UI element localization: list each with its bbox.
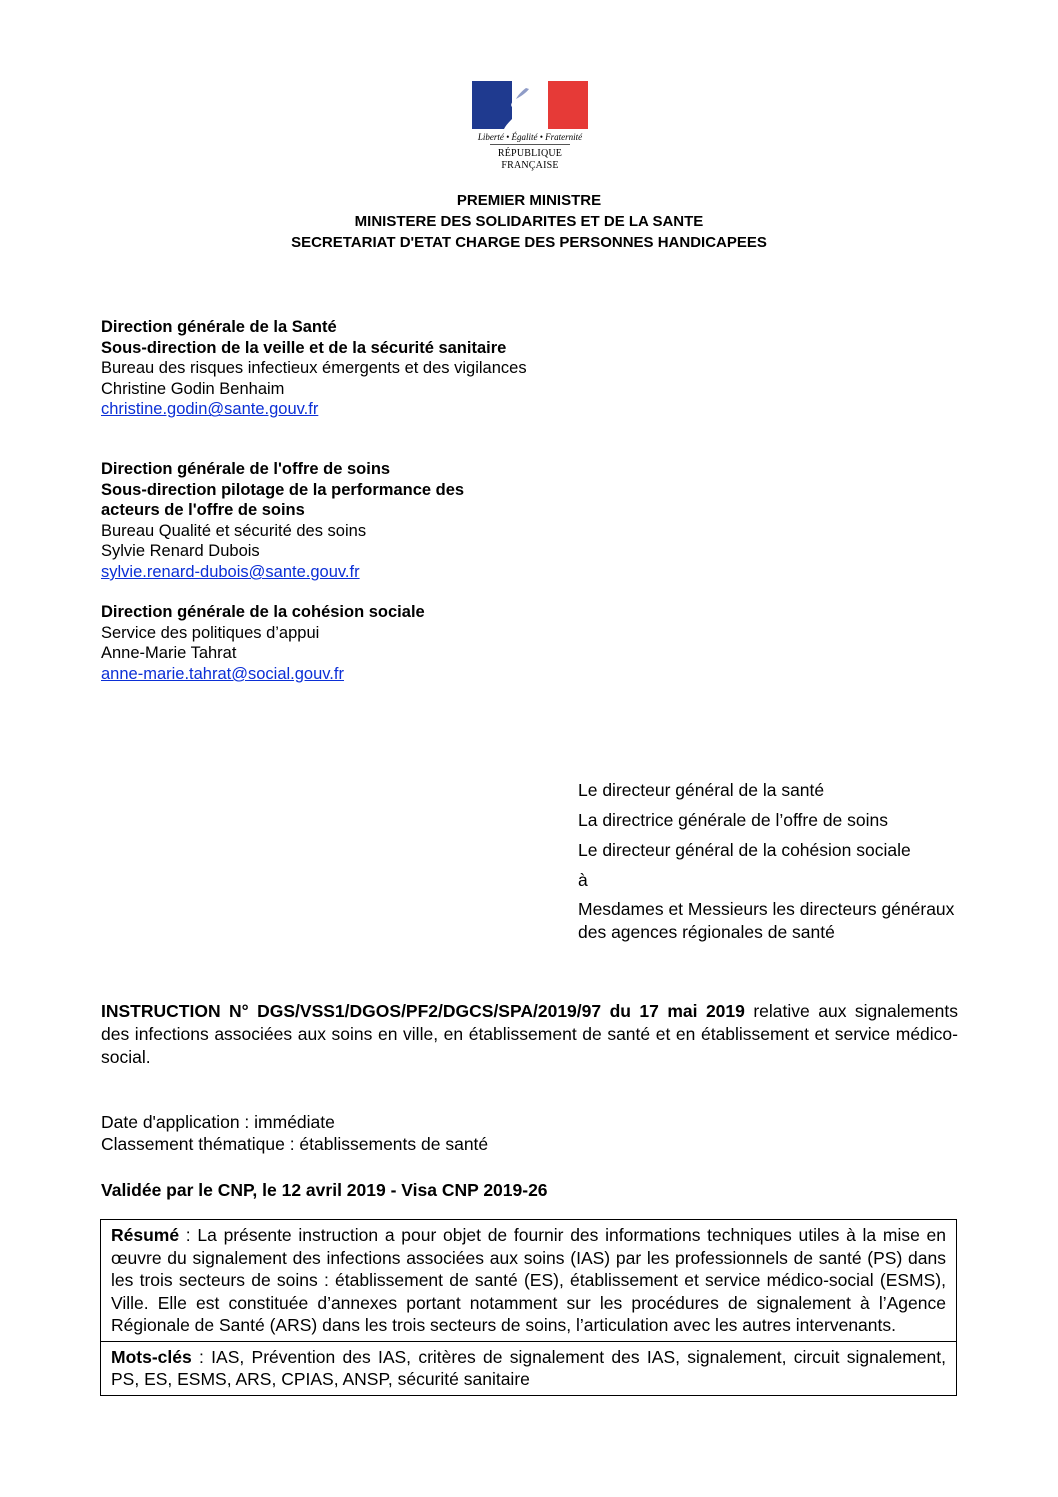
instruction-subject: relative aux signalements des infections associées aux soins en ville, en établissement de santé et en établissement et service médico-social. [101, 1001, 959, 1067]
logo-divider [490, 144, 570, 145]
summary-label: Résumé [111, 1225, 180, 1245]
thematic-classification: Classement thématique : établissements de santé [101, 1134, 489, 1154]
logo-motto: Liberté • Égalité • Fraternité [477, 132, 583, 142]
sender-contact-name: Sylvie Renard Dubois [101, 542, 260, 561]
sender-contact-name: Christine Godin Benhaim [101, 379, 285, 398]
marianne-profile-icon [496, 83, 562, 129]
application-date: Date d'application : immédiate [101, 1112, 335, 1132]
summary-cell [101, 1220, 956, 1341]
keywords-cell [101, 1341, 956, 1395]
ministry-line-3: SECRETARIAT D'ETAT CHARGE DES PERSONNES HANDICAPEES [291, 234, 767, 251]
summary-text: : La présente instruction a pour objet de fournir des informations techniques utiles à la mise en œuvre du signalement des infections associées aux soins (IAS) par les professionnels de santé (PS) dans les trois secteurs de soins : établissement de santé (ES), établissement et service médico-social (ESMS), Ville. Elle est constituée d’annexes portant notamment sur les procédures de signalement à l’Agence Régionale de Santé (ARS) dans les trois secteurs de soins, l’articulation avec les autres intervenants. [111, 1225, 946, 1335]
ministries-header [0, 190, 1058, 253]
instruction-metadata [101, 1111, 801, 1155]
recipient-addressees: Mesdames et Messieurs les directeurs généraux des agences régionales de santé [578, 899, 955, 942]
tricolor-flag [472, 81, 588, 129]
logo-republic-name: RÉPUBLIQUE FRANÇAISE [497, 148, 563, 171]
sender-block-dgos [101, 459, 501, 583]
instruction-title [101, 1000, 958, 1069]
sender-direction: Direction générale de l'offre de soins [101, 460, 391, 478]
ministry-line-2: MINISTERE DES SOLIDARITES ET DE LA SANTE [354, 213, 704, 230]
summary-table [100, 1219, 957, 1396]
republique-francaise-logo [472, 81, 588, 171]
sender-subdirection: Sous-direction de la veille et de la sécurité sanitaire [101, 338, 507, 357]
sender-email-link[interactable]: anne-marie.tahrat@social.gouv.fr [101, 664, 344, 683]
recipient-to: à [578, 870, 588, 890]
sender-subdirection: Sous-direction pilotage de la performance des acteurs de l'offre de soins [101, 480, 465, 520]
instruction-reference: INSTRUCTION N° DGS/VSS1/DGOS/PF2/DGCS/SPA/2019/97 du 17 mai 2019 [101, 1001, 745, 1021]
ministry-line-1: PREMIER MINISTRE [456, 192, 602, 209]
sender-direction: Direction générale de la Santé [101, 318, 337, 336]
sender-block-dgs [101, 317, 561, 420]
sender-bureau: Bureau Qualité et sécurité des soins [101, 521, 367, 540]
sender-email-link[interactable]: sylvie.renard-dubois@sante.gouv.fr [101, 562, 360, 581]
recipient-line: Le directeur général de la cohésion sociale [578, 840, 911, 860]
recipient-line: Le directeur général de la santé [578, 780, 825, 800]
recipient-line: La directrice générale de l’offre de soins [578, 810, 889, 830]
recipients-block [578, 779, 978, 944]
sender-service: Service des politiques d’appui [101, 623, 320, 642]
keywords-text: : IAS, Prévention des IAS, critères de signalement des IAS, signalement, circuit signalement, PS, ES, ESMS, ARS, CPIAS, ANSP, sécurité sanitaire [111, 1346, 946, 1389]
sender-direction: Direction générale de la cohésion sociale [101, 603, 425, 621]
sender-contact-name: Anne-Marie Tahrat [101, 644, 237, 663]
sender-email-link[interactable]: christine.godin@sante.gouv.fr [101, 400, 319, 419]
sender-bureau: Bureau des risques infectieux émergents et des vigilances [101, 359, 527, 378]
sender-block-dgcs [101, 602, 561, 684]
validation-line: Validée par le CNP, le 12 avril 2019 - Visa CNP 2019-26 [101, 1180, 548, 1200]
keywords-label: Mots-clés [111, 1346, 192, 1367]
